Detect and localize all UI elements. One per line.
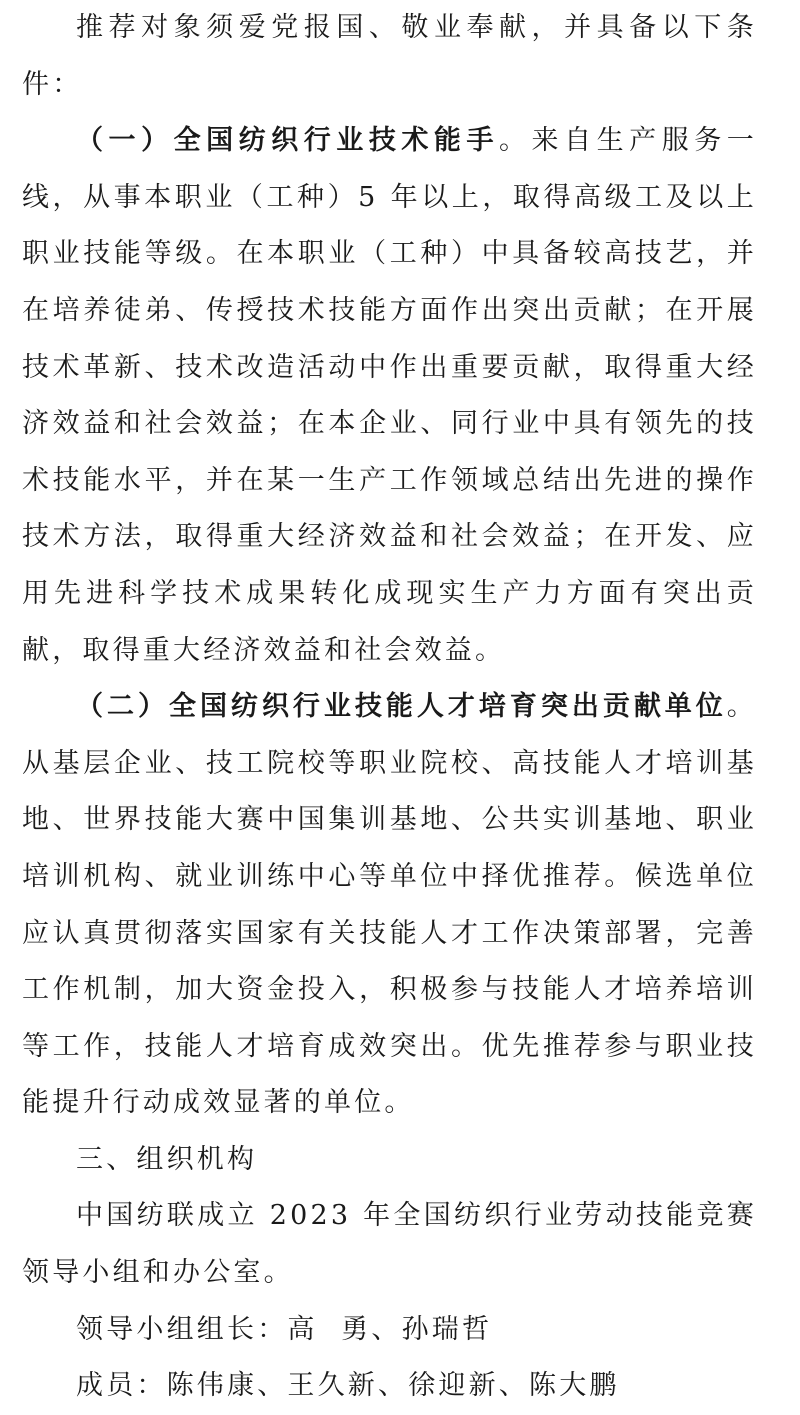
item2-paragraph xyxy=(22,679,757,1132)
section3-body: 中国纺联成立 2023 年全国纺织行业劳动技能竞赛领导小组和办公室。 xyxy=(22,1200,757,1289)
item2-heading: （二）全国纺织行业技能人才培育突出贡献单位 xyxy=(76,691,727,723)
intro-paragraph: 推荐对象须爱党报国、敬业奉献，并具备以下条件： xyxy=(22,12,757,100)
leaders-line: 领导小组组长：高 勇、孙瑞哲 xyxy=(76,1313,493,1345)
item1-body: 。来自生产服务一线，从事本职业（工种）5 年以上，取得高级工及以上职业技能等级。在本职业（工种）中具备较高技艺，并在培养徒弟、传授技术技能方面作出突出贡献；在开展技术革新、技术改造活动中作出重要贡献，取得重大经济效益和社会效益；在本企业、同行业中具有领先的技术技能水平，并在某一生产工作领域总结出先进的操作技术方法，取得重大经济效益和社会效益；在开发、应用先进科学技术成果转化成现实生产力方面有突出贡献，取得重大经济效益和社会效益。 xyxy=(22,125,757,666)
item1-heading: （一）全国纺织行业技术能手 xyxy=(76,125,500,157)
members-line: 成员：陈伟康、王久新、徐迎新、陈大鹏 xyxy=(76,1370,620,1402)
section3-title: 三、组织机构 xyxy=(76,1143,258,1175)
item2-body: 。从基层企业、技工院校等职业院校、高技能人才培训基地、世界技能大赛中国集训基地、公共实训基地、职业培训机构、就业训练中心等单位中择优推荐。候选单位应认真贯彻落实国家有关技能人才工作决策部署，完善工作机制，加大资金投入，积极参与技能人才培养培训等工作，技能人才培育成效突出。优先推荐参与职业技能提升行动成效显著的单位。 xyxy=(22,691,757,1119)
document-page xyxy=(22,0,757,1415)
item1-paragraph xyxy=(22,113,757,679)
